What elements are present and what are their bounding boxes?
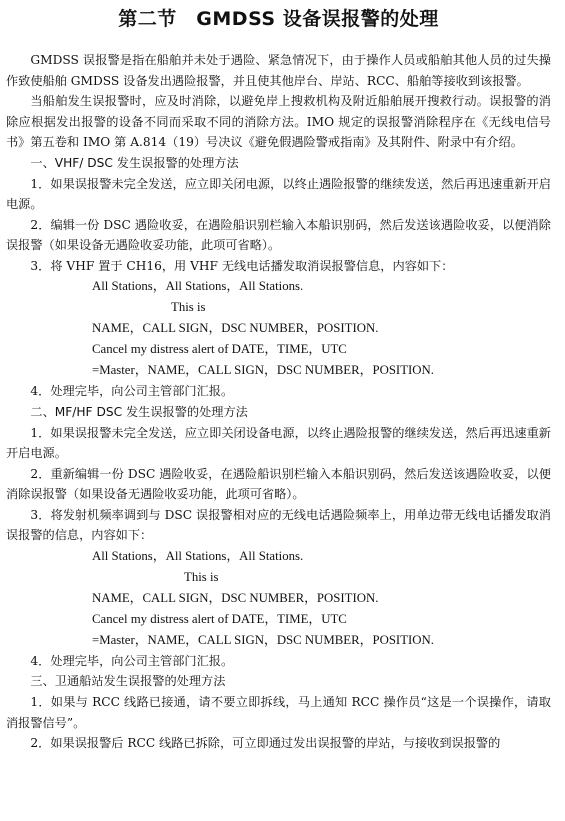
section-2-item-2: 2．重新编辑一份 DSC 遇险收妥，在遇险船识别栏输入本船识别码，然后发送该遇险收妥，以便消除误报警（如果设备无遇险收妥功能，此项可省略）。 — [6, 466, 551, 501]
section-1-msg-line-5: =Master，NAME，CALL SIGN，DSC NUMBER，POSITION. — [92, 363, 434, 377]
section-2-item-1: 1．如果误报警未完全发送，应立即关闭设备电源，以终止遇险报警的继续发送，然后再迅速重新开启电源。 — [6, 425, 551, 460]
section-2-msg-line-2: This is — [184, 569, 219, 584]
section-2-item-3: 3．将发射机频率调到与 DSC 误报警相对应的无线电话遇险频率上，用单边带无线电话播发取消误报警的信息，内容如下： — [6, 507, 551, 542]
section-1-item-4: 4．处理完毕，向公司主管部门汇报。 — [30, 384, 234, 398]
section-1-msg-line-4: Cancel my distress alert of DATE，TIME，UTC — [92, 342, 347, 356]
intro-paragraph-1: GMDSS 误报警是指在船舶并未处于遇险、紧急情况下，由于操作人员或船舶其他人员的过失操作致使船舶 GMDSS 设备发出遇险报警，并且使其他岸台、岸站、RCC、船舶等接收到该报警。 — [6, 53, 551, 88]
section-1-msg-line-2: This is — [171, 300, 206, 314]
section-3-item-1: 1．如果与 RCC 线路已接通，请不要立即拆线，马上通知 RCC 操作员“这是一个误操作，请取消报警信号”。 — [6, 695, 551, 730]
section-1-msg-line-1: All Stations，All Stations，All Stations. — [92, 279, 304, 293]
section-3-item-2: 2．如果误报警后 RCC 线路已拆除，可立即通过发出误报警的岸站，与接收到误报警的 — [30, 736, 501, 750]
section-1-item-2: 2．编辑一份 DSC 遇险收妥，在遇险船识别栏输入本船识别码，然后发送该遇险收妥，以便消除误报警（如果设备无遇险收妥功能，此项可省略）。 — [6, 217, 551, 252]
section-1-item-1: 1．如果误报警未完全发送，应立即关闭电源，以终止遇险报警的继续发送，然后再迅速重新开启电源。 — [6, 176, 551, 211]
intro-paragraph-2: 当船舶发生误报警时，应及时消除，以避免岸上搜救机构及附近船舶展开搜救行动。误报警的消除应根据发出报警的设备不同而采取不同的消除方法。IMO 规定的误报警消除程序在《无线电信号书》第五卷和 IMO 第 A.814（19）号决议《避免假遇险警戒指南》及其附件、附录中有介绍。 — [6, 94, 551, 149]
section-2-heading: 二、MF/HF DSC 发生误报警的处理方法 — [30, 404, 248, 419]
section-2-msg-line-3: NAME，CALL SIGN，DSC NUMBER，POSITION. — [92, 590, 379, 605]
section-1-heading: 一、VHF/ DSC 发生误报警的处理方法 — [30, 155, 239, 170]
section-2-msg-line-1: All Stations，All Stations，All Stations. — [92, 548, 304, 563]
page-title: 第二节 GMDSS 设备误报警的处理 — [118, 8, 439, 30]
section-2-msg-line-5: =Master，NAME，CALL SIGN，DSC NUMBER，POSITION. — [92, 632, 434, 647]
section-1-item-3: 3．将 VHF 置于 CH16，用 VHF 无线电话播发取消误报警信息，内容如下： — [30, 258, 454, 273]
section-2-msg-line-4: Cancel my distress alert of DATE，TIME，UTC — [92, 611, 347, 626]
section-3-heading: 三、卫通船站发生误报警的处理方法 — [30, 674, 226, 688]
section-1-msg-line-3: NAME，CALL SIGN，DSC NUMBER，POSITION. — [92, 321, 379, 335]
section-2-item-4: 4．处理完毕，向公司主管部门汇报。 — [30, 653, 234, 668]
